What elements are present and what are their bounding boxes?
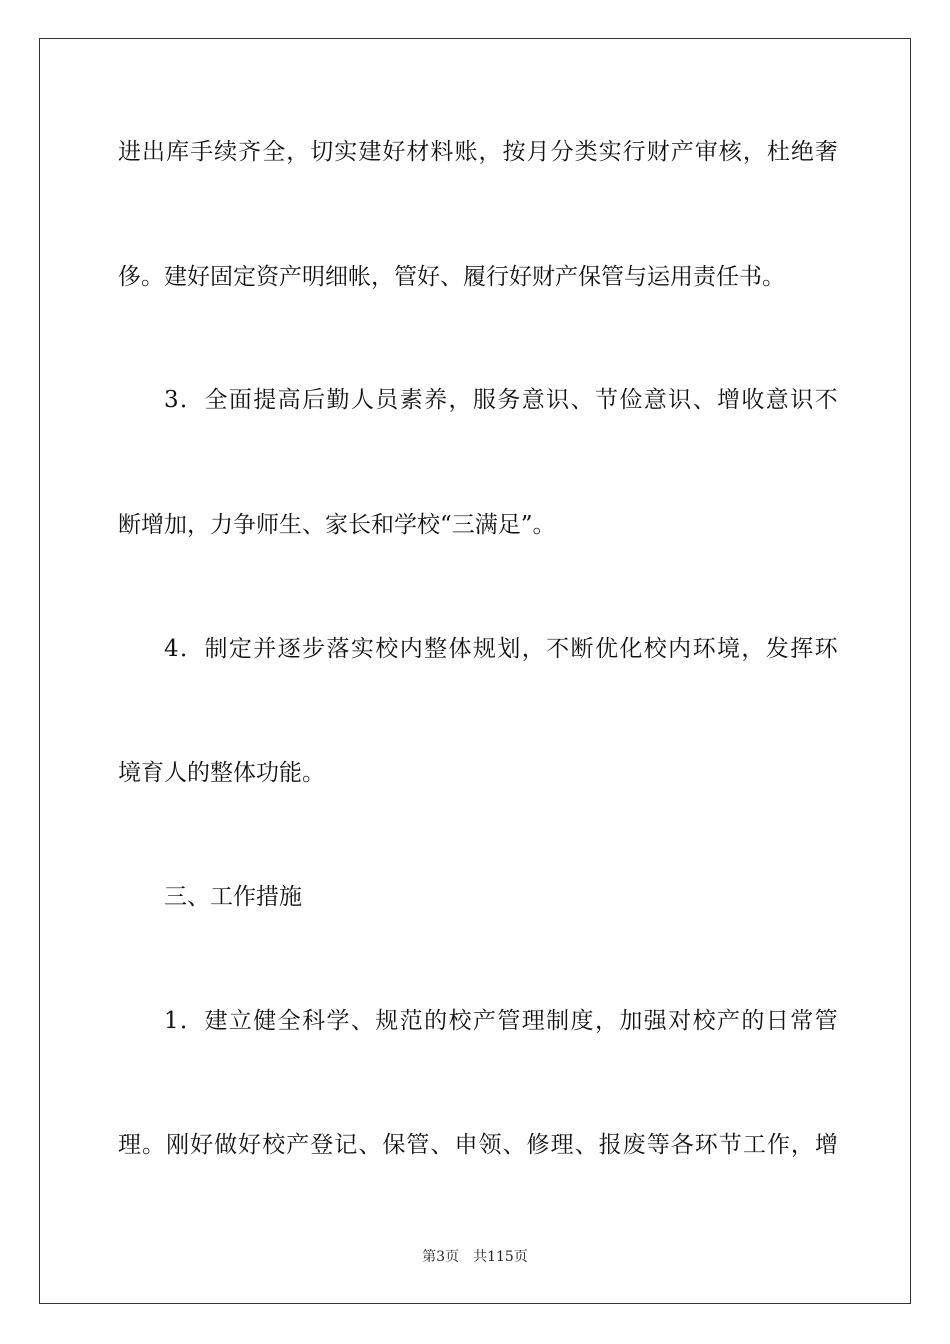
paragraph-line-5: 4 ． 制 定 并 逐 步 落 实 校 内 整 体 规 划 ， 不 断 优 化 校 内 环 境 ， 发 挥 环 (164, 636, 838, 662)
paragraph-line-8: 1 ． 建 立 健 全 科 学 、 规 范 的 校 产 管 理 制 度 ， 加 强 对 校 产 的 日 常 管 (164, 1008, 838, 1034)
page-total: 共115页 (473, 1249, 528, 1265)
page-border (39, 38, 911, 1304)
paragraph-line-1: 进 出 库 手 续 齐 全 ， 切 实 建 好 材 料 账 ， 按 月 分 类 实 行 财 产 审 核 ， 杜 绝 奢 (118, 139, 838, 165)
paragraph-line-9: 理 。 刚 好 做 好 校 产 登 记 、 保 管 、 申 领 、 修 理 、 报 废 等 各 环 节 工 作 ， 增 (118, 1132, 838, 1158)
paragraph-line-2: 侈。建好固定资产明细帐，管好、履行好财产保管与运用责任书。 (118, 264, 785, 290)
section-heading: 三、工作措施 (164, 884, 302, 910)
paragraph-line-3: 3 ． 全 面 提 高 后 勤 人 员 素 养 ， 服 务 意 识 、 节 俭 意 识 、 增 收 意 识 不 (164, 387, 838, 413)
paragraph-line-6: 境育人的整体功能。 (118, 760, 325, 786)
paragraph-line-4: 断增加，力争师生、家长和学校“三满足”。 (118, 512, 556, 538)
page-footer (0, 1248, 950, 1266)
page-number: 第3页 (422, 1249, 460, 1265)
